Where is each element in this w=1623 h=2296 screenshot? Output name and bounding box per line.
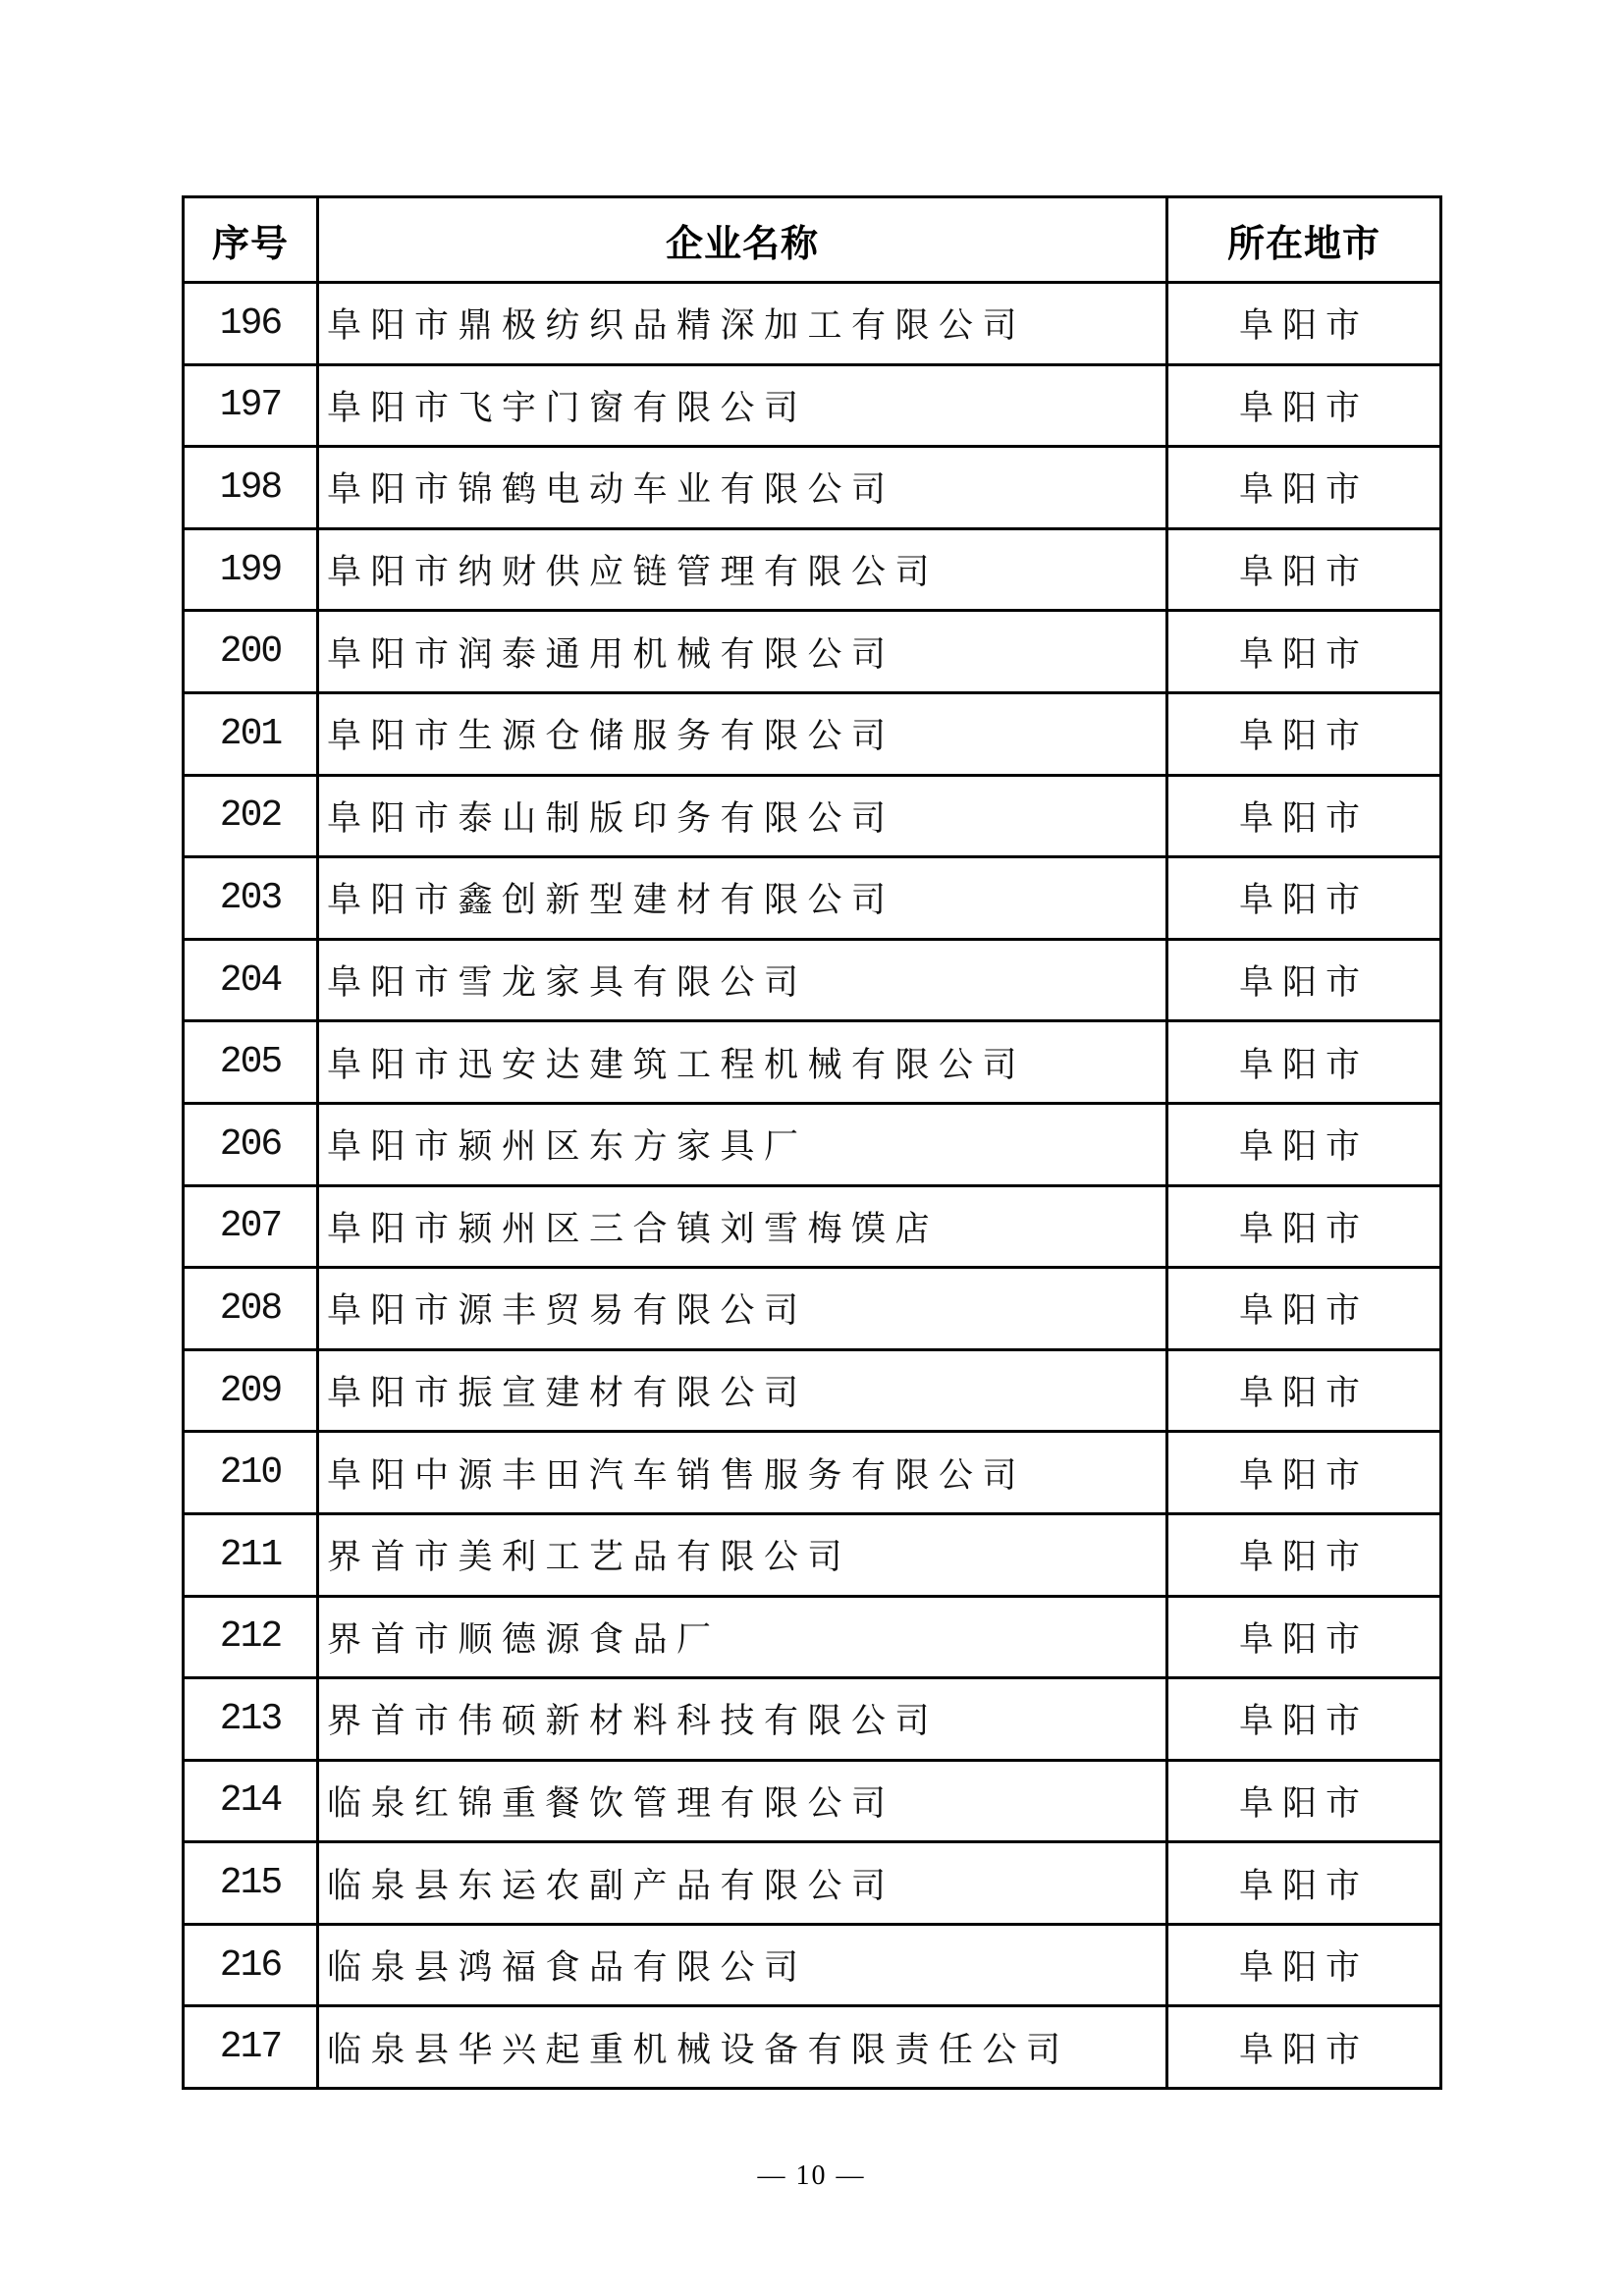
serial-number-cell: 204: [184, 939, 318, 1021]
table-row: [184, 1596, 1441, 1678]
enterprise-name-cell: 临泉县东运农副产品有限公司: [318, 1842, 1167, 1925]
city-cell: 阜阳市: [1167, 939, 1441, 1021]
city-cell: 阜阳市: [1167, 611, 1441, 693]
enterprise-name-cell: 阜阳中源丰田汽车销售服务有限公司: [318, 1432, 1167, 1514]
city-cell: 阜阳市: [1167, 1185, 1441, 1268]
table-row: [184, 1432, 1441, 1514]
enterprise-name-cell: 阜阳市颍州区三合镇刘雪梅馍店: [318, 1185, 1167, 1268]
serial-number-cell: 214: [184, 1760, 318, 1842]
table-row: [184, 939, 1441, 1021]
table-row: [184, 364, 1441, 447]
serial-number-cell: 208: [184, 1268, 318, 1350]
city-cell: 阜阳市: [1167, 283, 1441, 365]
city-cell: 阜阳市: [1167, 775, 1441, 857]
enterprise-name-cell: 阜阳市雪龙家具有限公司: [318, 939, 1167, 1021]
table-row: [184, 1513, 1441, 1596]
serial-number-cell: 198: [184, 447, 318, 529]
city-cell: 阜阳市: [1167, 1349, 1441, 1432]
table-row: [184, 1185, 1441, 1268]
serial-number-cell: 217: [184, 2006, 318, 2089]
serial-number-cell: 200: [184, 611, 318, 693]
city-cell: 阜阳市: [1167, 1596, 1441, 1678]
table-row: [184, 1349, 1441, 1432]
enterprise-name-cell: 阜阳市锦鹤电动车业有限公司: [318, 447, 1167, 529]
enterprise-name-cell: 阜阳市生源仓储服务有限公司: [318, 692, 1167, 775]
header-serial-number: 序号: [184, 197, 318, 283]
table-body: [184, 283, 1441, 2089]
enterprise-name-cell: 临泉红锦重餐饮管理有限公司: [318, 1760, 1167, 1842]
enterprise-name-cell: 阜阳市源丰贸易有限公司: [318, 1268, 1167, 1350]
city-cell: 阜阳市: [1167, 528, 1441, 611]
enterprise-name-cell: 界首市美利工艺品有限公司: [318, 1513, 1167, 1596]
table-row: [184, 528, 1441, 611]
serial-number-cell: 216: [184, 1924, 318, 2006]
serial-number-cell: 203: [184, 857, 318, 940]
enterprise-name-cell: 阜阳市振宣建材有限公司: [318, 1349, 1167, 1432]
header-city: 所在地市: [1167, 197, 1441, 283]
enterprise-name-cell: 阜阳市鼎极纺织品精深加工有限公司: [318, 283, 1167, 365]
table-row: [184, 1103, 1441, 1185]
header-row: [184, 197, 1441, 283]
table-row: [184, 857, 1441, 940]
enterprise-name-cell: 阜阳市鑫创新型建材有限公司: [318, 857, 1167, 940]
table-row: [184, 1842, 1441, 1925]
table-row: [184, 1924, 1441, 2006]
table-row: [184, 2006, 1441, 2089]
table-row: [184, 1268, 1441, 1350]
enterprise-table: [182, 195, 1442, 2090]
table-row: [184, 1678, 1441, 1761]
serial-number-cell: 213: [184, 1678, 318, 1761]
table-row: [184, 1760, 1441, 1842]
city-cell: 阜阳市: [1167, 447, 1441, 529]
city-cell: 阜阳市: [1167, 2006, 1441, 2089]
enterprise-name-cell: 临泉县华兴起重机械设备有限责任公司: [318, 2006, 1167, 2089]
serial-number-cell: 209: [184, 1349, 318, 1432]
city-cell: 阜阳市: [1167, 1513, 1441, 1596]
city-cell: 阜阳市: [1167, 1103, 1441, 1185]
city-cell: 阜阳市: [1167, 1760, 1441, 1842]
page-number: — 10 —: [757, 2160, 866, 2191]
header-enterprise-name: 企业名称: [318, 197, 1167, 283]
enterprise-name-cell: 阜阳市泰山制版印务有限公司: [318, 775, 1167, 857]
city-cell: 阜阳市: [1167, 692, 1441, 775]
serial-number-cell: 199: [184, 528, 318, 611]
table-row: [184, 1021, 1441, 1104]
enterprise-name-cell: 阜阳市飞宇门窗有限公司: [318, 364, 1167, 447]
table-row: [184, 775, 1441, 857]
serial-number-cell: 205: [184, 1021, 318, 1104]
serial-number-cell: 206: [184, 1103, 318, 1185]
serial-number-cell: 201: [184, 692, 318, 775]
table-row: [184, 611, 1441, 693]
city-cell: 阜阳市: [1167, 1268, 1441, 1350]
enterprise-name-cell: 界首市伟硕新材料科技有限公司: [318, 1678, 1167, 1761]
table-row: [184, 447, 1441, 529]
enterprise-name-cell: 阜阳市润泰通用机械有限公司: [318, 611, 1167, 693]
city-cell: 阜阳市: [1167, 1021, 1441, 1104]
table-row: [184, 283, 1441, 365]
city-cell: 阜阳市: [1167, 857, 1441, 940]
enterprise-name-cell: 阜阳市颍州区东方家具厂: [318, 1103, 1167, 1185]
city-cell: 阜阳市: [1167, 1432, 1441, 1514]
table-row: [184, 692, 1441, 775]
table-header: [184, 197, 1441, 283]
city-cell: 阜阳市: [1167, 1924, 1441, 2006]
enterprise-name-cell: 阜阳市纳财供应链管理有限公司: [318, 528, 1167, 611]
city-cell: 阜阳市: [1167, 364, 1441, 447]
city-cell: 阜阳市: [1167, 1842, 1441, 1925]
serial-number-cell: 212: [184, 1596, 318, 1678]
serial-number-cell: 215: [184, 1842, 318, 1925]
serial-number-cell: 196: [184, 283, 318, 365]
serial-number-cell: 202: [184, 775, 318, 857]
enterprise-name-cell: 阜阳市迅安达建筑工程机械有限公司: [318, 1021, 1167, 1104]
serial-number-cell: 211: [184, 1513, 318, 1596]
serial-number-cell: 207: [184, 1185, 318, 1268]
serial-number-cell: 210: [184, 1432, 318, 1514]
enterprise-name-cell: 临泉县鸿福食品有限公司: [318, 1924, 1167, 2006]
city-cell: 阜阳市: [1167, 1678, 1441, 1761]
enterprise-name-cell: 界首市顺德源食品厂: [318, 1596, 1167, 1678]
serial-number-cell: 197: [184, 364, 318, 447]
